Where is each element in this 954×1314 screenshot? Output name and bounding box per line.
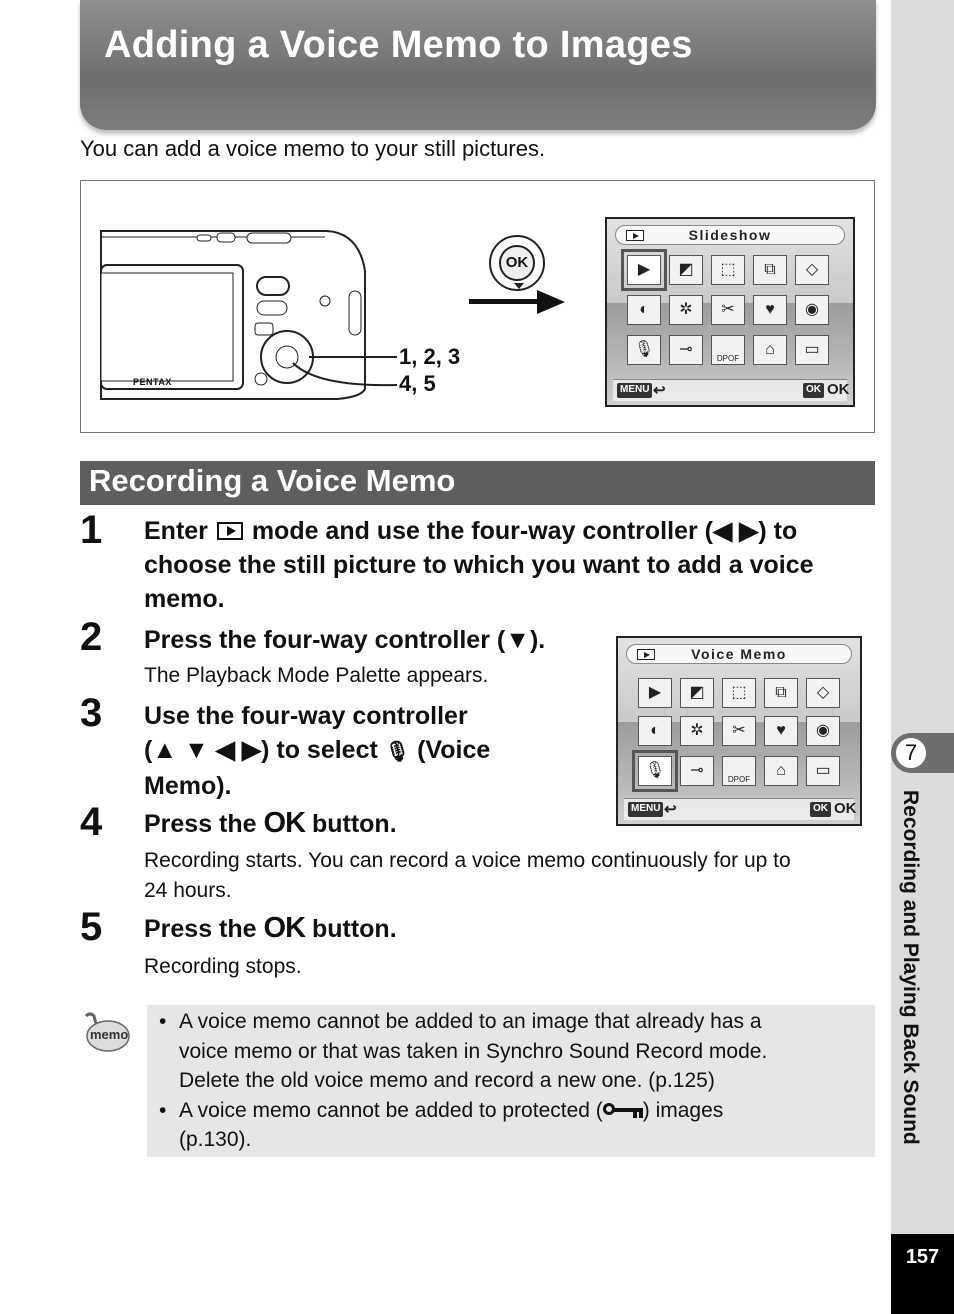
step-number: 3 xyxy=(80,691,103,735)
trimming-icon: ⬚ xyxy=(711,255,745,285)
arrow-head xyxy=(537,290,565,314)
return-icon: ↩ xyxy=(664,801,677,818)
copy-image-icon: ⧉ xyxy=(764,678,798,708)
figure-box xyxy=(80,180,875,433)
playback-mode-icon xyxy=(217,522,243,540)
step-3-heading: Use the four-way controller (▲ ▼ ◀ ▶) to select 🎙 (Voice Memo). xyxy=(144,702,491,800)
menu-badge: MENU xyxy=(617,383,652,398)
camera-back-illustration xyxy=(97,211,397,436)
dpof-icon: DPOF xyxy=(711,335,745,365)
movie-edit-icon: ✂ xyxy=(711,295,745,325)
lcd-footer xyxy=(613,379,850,401)
step-number: 1 xyxy=(80,508,103,552)
protect-key-icon: ⊸ xyxy=(669,335,703,365)
image-recovery-icon: ▭ xyxy=(795,335,829,365)
rotate-icon: ◇ xyxy=(806,678,840,708)
step-number: 4 xyxy=(80,800,103,844)
trimming-icon: ⬚ xyxy=(722,678,756,708)
step-1-heading: Enter mode and use the four-way controller (◀ ▶) to choose the still picture to which you want to add a voice memo. xyxy=(144,517,814,613)
right-arrow-icon xyxy=(469,299,537,304)
ok-button-glyph: OK xyxy=(263,807,306,839)
return-icon: ↩ xyxy=(653,382,666,399)
lcd-title: Slideshow xyxy=(688,227,772,243)
step-4-heading: Press the OK button. xyxy=(144,807,397,839)
lcd-screen-slideshow xyxy=(605,217,855,407)
intro-text: You can add a voice memo to your still pictures. xyxy=(80,136,546,161)
step-5-body: Recording stops. xyxy=(144,955,302,978)
memo-icon-label: memo xyxy=(90,1027,129,1042)
resize-icon: ◩ xyxy=(680,678,714,708)
callout-steps-45: 4, 5 xyxy=(399,371,436,396)
step-2-heading: Press the four-way controller (▼). xyxy=(144,626,546,654)
chapter-title: Recording and Playing Back Sound xyxy=(899,790,922,1145)
callout-steps-123: 1, 2, 3 xyxy=(399,344,461,369)
lcd-header xyxy=(626,644,852,664)
red-eye-icon: ◉ xyxy=(795,295,829,325)
frame-composite-icon: ♥ xyxy=(753,295,787,325)
page-title: Adding a Voice Memo to Images xyxy=(104,24,693,66)
digital-filter-icon: ◐ xyxy=(627,295,661,325)
color-filter-icon: ✲ xyxy=(669,295,703,325)
slideshow-icon: ▶ xyxy=(638,678,672,708)
protect-key-icon: ⊸ xyxy=(680,756,714,786)
palette-grid xyxy=(627,255,833,375)
ok-badge: OK xyxy=(803,383,824,398)
ok-text: OK xyxy=(827,381,850,398)
menu-badge: MENU xyxy=(628,802,663,817)
step-number: 2 xyxy=(80,615,103,659)
voice-memo-icon: 🎙 xyxy=(638,756,672,786)
frame-composite-icon: ♥ xyxy=(764,716,798,746)
dpof-icon: DPOF xyxy=(722,756,756,786)
step-4-body: Recording starts. You can record a voice memo continuously for up to 24 hours. xyxy=(144,849,791,902)
lcd-footer xyxy=(624,798,857,820)
memo-list xyxy=(159,1005,875,1155)
camera-brand: PENTAX xyxy=(133,377,172,387)
memo-icon xyxy=(82,1012,130,1054)
red-eye-icon: ◉ xyxy=(806,716,840,746)
memo-box xyxy=(147,1005,875,1157)
ok-button-glyph: OK xyxy=(263,912,306,944)
chapter-number: 7 xyxy=(894,736,928,770)
ok-button-label: OK xyxy=(499,245,535,281)
resize-icon: ◩ xyxy=(669,255,703,285)
title-band xyxy=(80,0,876,130)
ok-button-illustration xyxy=(489,235,545,291)
page-number: 157 xyxy=(891,1234,954,1314)
ok-text: OK xyxy=(834,800,857,817)
copy-image-icon: ⧉ xyxy=(753,255,787,285)
movie-edit-icon: ✂ xyxy=(722,716,756,746)
slideshow-icon: ▶ xyxy=(627,255,661,285)
protect-key-icon xyxy=(603,1107,643,1113)
voice-memo-icon: 🎙 xyxy=(384,741,411,763)
start-up-screen-icon: ⌂ xyxy=(753,335,787,365)
image-recovery-icon: ▭ xyxy=(806,756,840,786)
voice-memo-icon: 🎙 xyxy=(627,335,661,365)
lcd-header xyxy=(615,225,845,245)
rotate-icon: ◇ xyxy=(795,255,829,285)
step-number: 5 xyxy=(80,905,103,949)
memo-bullet: • A voice memo cannot be added to an image that already has a voice memo or that was taken in Synchro Sound Record mode. Delete the old voice memo and record a new one. (p.125) xyxy=(159,1007,875,1096)
palette-grid xyxy=(638,674,840,794)
step-5-heading: Press the OK button. xyxy=(144,912,397,944)
step-2-body: The Playback Mode Palette appears. xyxy=(144,664,489,687)
lcd-screen-voice-memo xyxy=(616,636,862,826)
ok-badge: OK xyxy=(810,802,831,817)
color-filter-icon: ✲ xyxy=(680,716,714,746)
section-title: Recording a Voice Memo xyxy=(80,461,875,505)
digital-filter-icon: ◐ xyxy=(638,716,672,746)
memo-bullet: • A voice memo cannot be added to protected ( ) images (p.130). xyxy=(159,1096,875,1155)
start-up-screen-icon: ⌂ xyxy=(764,756,798,786)
lcd-title: Voice Memo xyxy=(691,646,787,662)
